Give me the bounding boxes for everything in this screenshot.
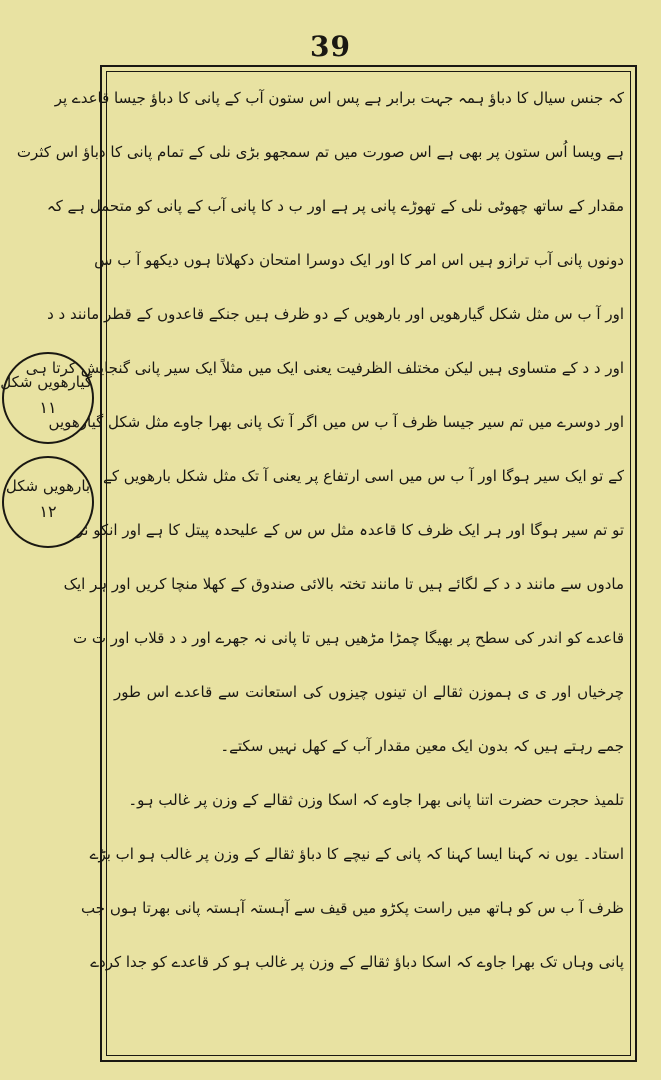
margin-note-number: ۱۱	[39, 398, 57, 417]
text-line: استاد۔ یوں نہ کہنا ایسا کہنا کہ پانی کے نیچے کا دباؤ ثقالے کے وزن پر غالب ہو اب بڑے	[89, 845, 624, 863]
text-line: اور دوسرے میں تم سیر جیسا ظرف آ ب س میں اگر آ تک پانی بھرا جاوے مثل شکل گیارھویں	[48, 413, 624, 431]
margin-note-figure-12	[2, 456, 94, 548]
text-line: مقدار کے ساتھ چھوٹی نلی کے تھوڑے پانی پر ہے اور ب د کا پانی آب کے پانی کو متحمل ہے کہ	[46, 197, 624, 215]
text-line: چرخیاں اور ی ی ہموزن ثقالے ان تینوں چیزوں کی استعانت سے قاعدے اس طور	[114, 683, 624, 701]
text-line: جمے رہتے ہیں کہ بدون ایک معین مقدار آب کے کھل نہیں سکتے۔	[220, 737, 624, 755]
margin-note-figure-11	[2, 352, 94, 444]
text-line: اور آ ب س مثل شکل گیارھویں اور بارھویں کے دو ظرف ہیں جنکے قاعدوں کے قطر مانند د د	[47, 305, 624, 323]
text-line: مادوں سے مانند د د کے لگائے ہیں تا مانند تختہ بالائی صندوق کے کھلا منچا کریں اور ہر ایک	[63, 575, 624, 593]
text-line: کہ جنس سیال کا دباؤ ہمہ جہت برابر ہے پس اس ستون آب کے پانی کا دباؤ جیسا قاعدے پر	[54, 89, 624, 107]
text-line: ظرف آ ب س کو ہاتھ میں راست پکڑو میں قیف سے آہستہ آہستہ پانی بھرتا ہوں جب	[81, 899, 624, 917]
text-line: تلمیذ حجرت حضرت اتنا پانی بھرا جاوے کہ اسکا وزن ثقالے کے وزن پر غالب ہو۔	[128, 791, 624, 809]
text-line: ہے ویسا اُس ستون پر بھی ہے اس صورت میں تم سمجھو بڑی نلی کے تمام پانی کا دباؤ اس کثرت	[16, 143, 624, 161]
text-line: پانی وہاں تک بھرا جاوے کہ اسکا دباؤ ثقالے کے وزن پر غالب ہو کر قاعدے کو جدا کردے	[90, 953, 624, 971]
text-line: قاعدے کو اندر کی سطح پر بھیگا چمڑا مڑھیں ہیں تا پانی نہ جھرے اور د د قلاب اور ت ت	[72, 629, 624, 647]
margin-note-number: ۱۲	[39, 502, 57, 521]
text-line: دونوں پانی آب ترازو ہیں اس امر کا اور ایک دوسرا امتحان دکھلاتا ہوں دیکھو آ ب س	[94, 251, 624, 269]
page-number: 39	[310, 30, 351, 63]
text-line: تو تم سیر ہوگا اور ہر ایک ظرف کا قاعدہ مثل س س کے علیحدہ پیتل کا ہے اور انکو نر	[76, 521, 624, 539]
text-line: کے تو ایک سیر ہوگا اور آ ب س میں اسی ارتفاع پر یعنی آ تک مثل شکل بارھویں کے	[103, 467, 624, 485]
margin-note-title: بارھویں شکل	[5, 477, 91, 495]
text-line: اور د د کے متساوی ہیں لیکن مختلف الظرفیت یعنی ایک میں مثلاً ایک سیر پانی گنجایش کرتا ہی	[25, 359, 624, 377]
margin-note-title: گیارھویں شکل	[0, 373, 92, 391]
